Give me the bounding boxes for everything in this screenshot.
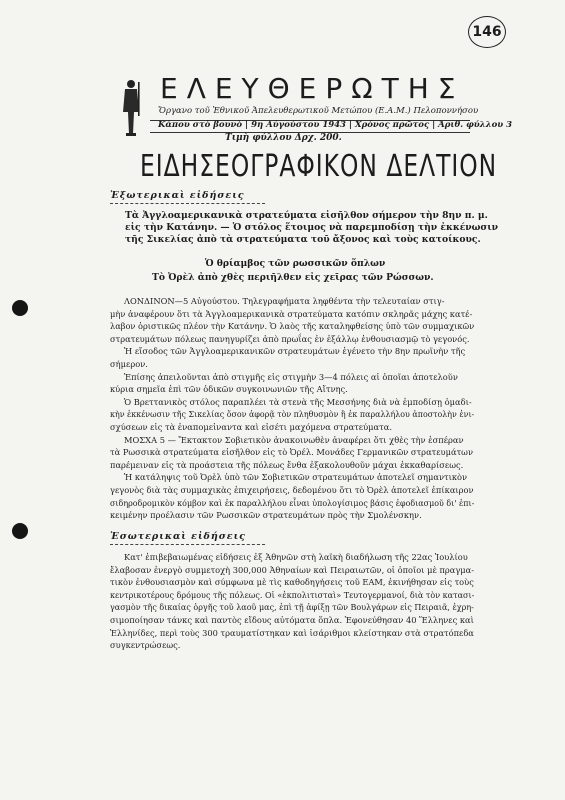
body-text-line: ΜΟΣΧΑ 5 — Ἔκτακτον Σοβιετικὸν ἀνακοινωθὲν ἀναφέρει ὅτι χθὲς τὴν ἑσπέραν [124,434,464,445]
body-text-line: κειμένην προέλασιν τῶν Ρωσσικῶν στρατευμάτων πρὸς τὴν Σμολένσκην. [110,510,422,521]
body-text-line: Ἡ κατάληψις τοῦ Ὀρὲλ ὑπὸ τῶν Σοβιετικῶν στρατευμάτων ἀποτελεῖ σημαντικὸν [124,472,468,483]
handwritten-page-number: 146 [468,16,506,48]
body-text-line: Ἑλληνίδες, περὶ τοὺς 300 τραυματίστηκαν καὶ ἰσάριθμοι κλείστηκαν στὰ στρατόπεδα [110,627,474,638]
body-text-line: ΛΟΝΔΙΝΟΝ—5 Αὐγούστου. Τηλεγραφήματα ληφθέντα τὴν τελευταίαν στιγ- [124,296,445,306]
body-text-line: σχύσεων εἰς τὰ ἐναπομεἱναντα καὶ εἰσέτι μαχόμενα στρατεύματα. [110,422,392,432]
external-news-heading: Ἐξωτερικαὶ εἰδήσεις [110,190,245,201]
body-text-line: Ἐπίσης ἀπειλοῦνται ἀπὸ στιγμῆς εἰς στιγμὴν 3—4 πόλεις αἱ ὁποῖαι ἀποτελοῦν [124,371,458,382]
body-text-line: λαβον ὁριστικῶς πλέον τὴν Κατάνην. Ὁ λαὸς τῆς καταληφθείσης ὑπὸ τῶν συμμαχικῶν [110,321,475,332]
section-underline [110,203,265,204]
body-text-line: Ἡ εἴσοδος τῶν Ἀγγλοαμερικανικῶν στρατευμάτων ἐγένετο τὴν 8ην πρωϊνὴν τῆς [124,346,466,357]
body-text-line: κύρια σημεῖα ἐπὶ τῶν ὁδικῶν συγκοινωνιῶν τῆς Αἴτνης. [110,384,348,395]
issue-price: Τιμὴ φύλλου Δρχ. 200. [225,133,342,143]
subheadline: Τὸ Ὀρὲλ ἀπὸ χθὲς περιῆλθεν εἰς χεῖρας τῶν Ρώσσων. [152,272,434,283]
body-text-line: τικὸν ἐνθουσιασμὸν καὶ σύμφωνα μὲ τὶς καθοδηγήσεις τοῦ ΕΑΜ, ἐκινήθησαν εἰς τοὺς [110,577,474,588]
body-text-line: μὴν ἀναφέρουν ὅτι τὰ Ἀγγλοαμερικανικὰ στρατεύματα κατόπιν σκληρᾶς μάχης κατέ- [110,308,473,319]
punch-hole [12,523,28,539]
body-text-line: ἔλαβοσαν ἐνεργὸ συμμετοχὴ 300,000 Ἀθηναίων καὶ Πειραιωτῶν, οἱ ὁποῖοι μὲ πραγμα- [110,564,475,575]
body-text-line: Ὁ Βρεττανικὸς στόλος παραπλέει τὰ στενὰ τῆς Μεσσήνης διὰ νὰ ἐμποδίσῃ ὁμαδι- [124,396,472,407]
body-text-line: κὴν ἐκκένωσιν τῆς Σικελίας ὅσον ἀφορᾷ τὸν πληθυσμὸν ἢ ἐκ παραλλήλου ἀποστολὴν ἐνι- [110,409,475,420]
body-text-line: σιδηροδρομικὸν κόμβον καὶ ἐκ παραλλήλου εἶναι ὑπολογίσιμος βάσις ἐφοδιασμοῦ δι' ἐπι- [110,497,475,508]
guerrilla-fighter-illustration [118,78,144,138]
body-text-line: συγκεντρώσεως. [110,640,181,651]
body-text-line: γασμὸν τῆς δικαίας ὀργῆς τοῦ λαοῦ μας, ἐπὶ τῇ ἀφίξῃ τῶν Βουλγάρων εἰς Πειραιᾶ, ἐχρη- [110,602,474,613]
body-text-line: γεγονὸς διὰ τὰς συμμαχικὰς ἐπιχειρήσεις, δεδομένου ὅτι τὸ Ὀρὲλ ἀποτελεῖ ἐπίκαιρον [110,485,474,495]
body-text-line: τὰ Ρωσσικὰ στρατεύματα εἰσῆλθον εἰς τὸ Ὀρέλ. Μονάδες Γερμανικῶν στρατευμάτων [110,447,473,458]
body-text-line: κεντρικοτέρους δρόμους τῆς πόλεως. Οἱ «ἐκπολιτισταὶ» Τευτογερμανοί, διὰ τὸν κατασι- [110,589,475,600]
body-text-line: σιμοποίησαν τάνκς καὶ παντὸς εἴδους αὐτόματα ὅπλα. Ἐφονεύθησαν 40 Ἕλληνες καὶ [110,615,474,625]
body-text-line: Κατ' ἐπιβεβαιωμένας εἰδήσεις ἐξ Ἀθηνῶν στὴ λαϊκὴ διαδήλωση τῆς 22ας Ἰουλίου [124,552,468,562]
section-underline [110,544,265,545]
newspaper-masthead: ΕΛΕΥΘΕΡΩΤΗΣ [160,72,465,105]
subheadline: Ὁ θρίαμβος τῶν ρωσσικῶν ὅπλων [205,258,386,269]
punch-hole [12,300,28,316]
body-text-line: παρέμειναν εἰς τὰ προάστεια τῆς πόλεως ἔνθα ἐξακολουθοῦν μάχαι ἐκκαθαρίσεως. [110,459,464,470]
masthead-subtitle: Ὄργανο τοῦ Ἐθνικοῦ Ἀπελευθερωτικοῦ Μετώπου (Ε.Α.Μ.) Πελοποννήσου [158,106,479,116]
bulletin-headline: ΕΙΔΗΣΕΟΓΡΑΦΙΚΟΝ ΔΕΛΤΙΟΝ [140,149,498,185]
internal-news-heading: Ἐσωτερικαὶ εἰδήσεις [110,531,246,542]
lead-line: εἰς τὴν Κατάνην. — Ὁ στόλος ἕτοιμος νὰ παρεμποδίσῃ τὴν ἐκκένωσιν [125,222,499,233]
body-text-line: στρατευμάτων πόλεως πανηγυρίζει ἀπὸ πρωΐας ἐν ἐξάλλῳ ἐνθουσιασμῷ τὸ γεγονός. [110,333,470,344]
lead-line: τῆς Σικελίας ἀπὸ τὰ στρατεύματα τοῦ ἄξονος καὶ τοὺς κατοίκους. [125,234,481,245]
masthead-dateline: Κάπου στὸ βουνὸ | 9η Αὐγούστου 1943 | Χρόνος πρῶτος | Ἀριθ. φύλλου 3 [158,120,513,130]
lead-line: Τὰ Ἀγγλοαμερικανικὰ στρατεύματα εἰσῆλθον σήμερον τὴν 8ην π. μ. [125,210,488,221]
body-text-line: σήμερον. [110,359,148,369]
